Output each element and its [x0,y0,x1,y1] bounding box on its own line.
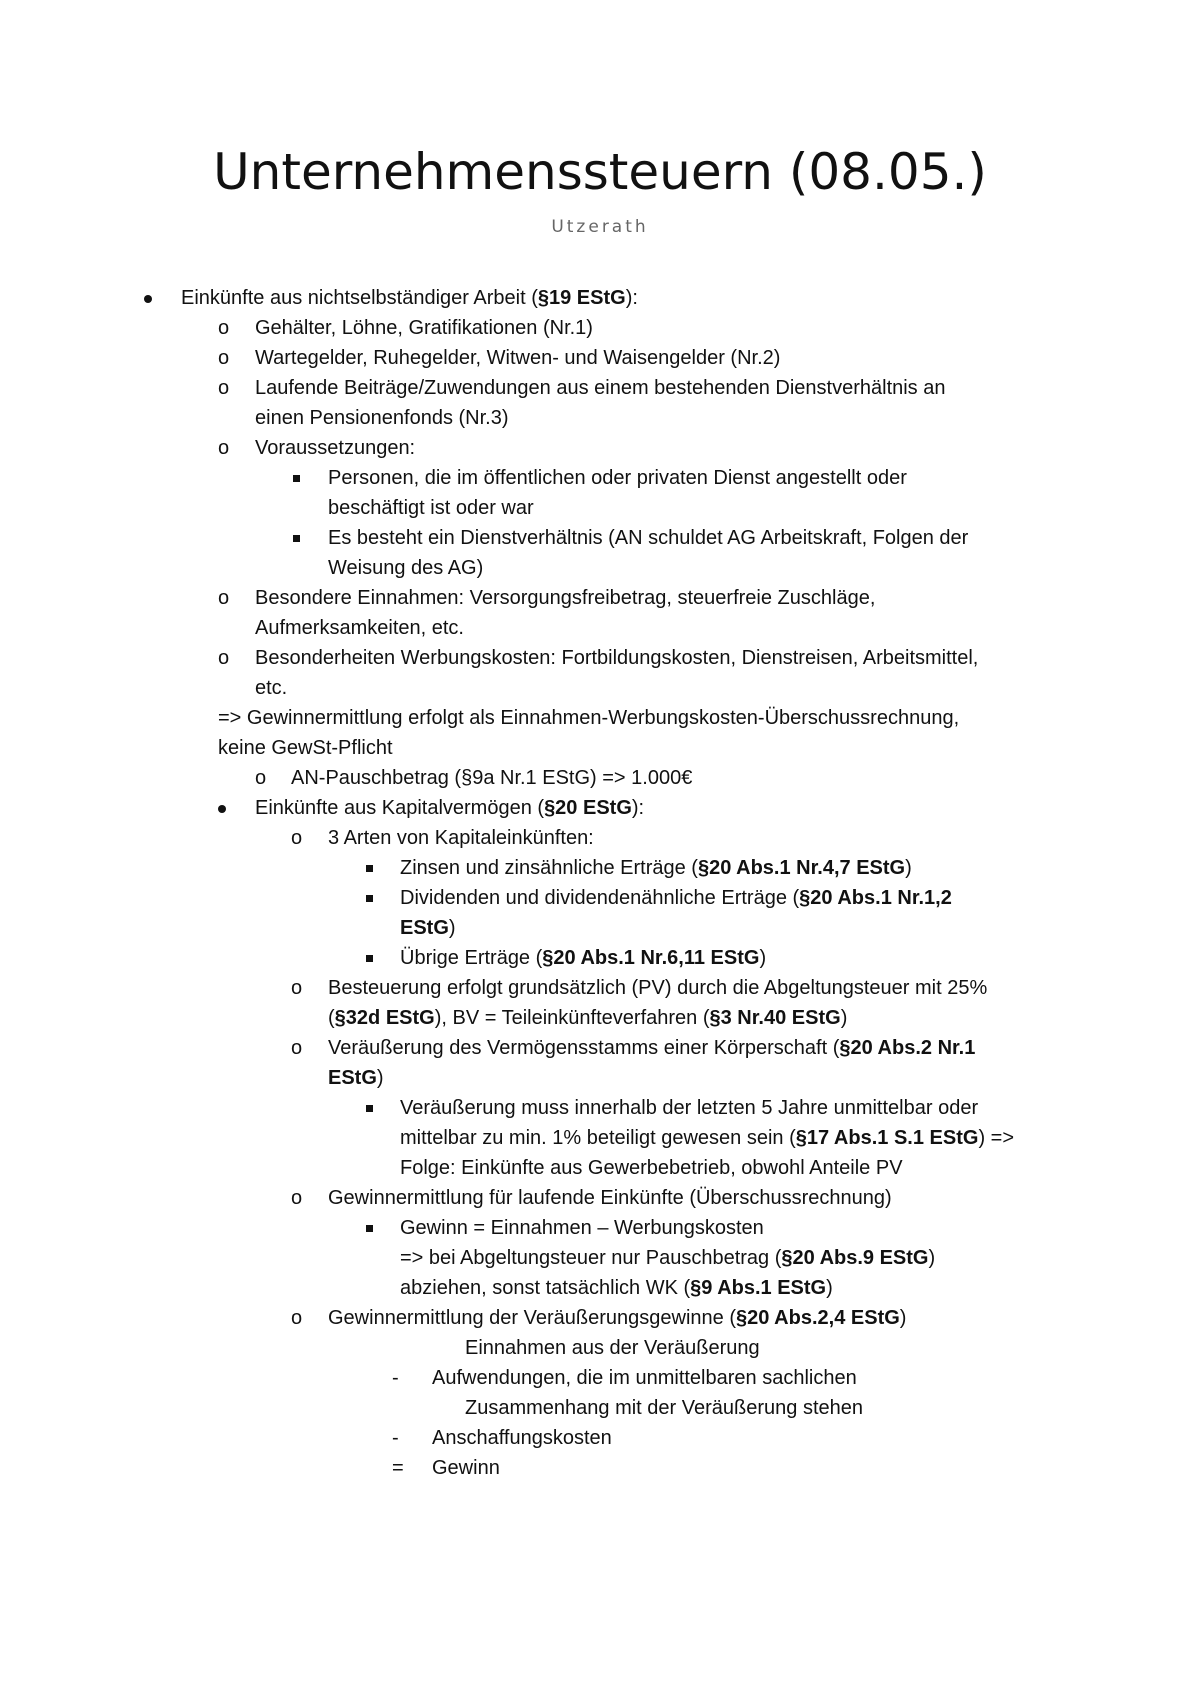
document-body [0,283,1200,1483]
list-item: Dividenden und dividendenähnliche Erträge (§20 Abs.1 Nr.1,2 [400,887,952,909]
bullet-circle-icon: o [291,977,303,999]
list-item: Einkünfte aus nichtselbständiger Arbeit (§19 EStG): [181,287,638,309]
list-item-continuation: abziehen, sonst tatsächlich WK (§9 Abs.1 EStG) [400,1277,833,1299]
list-item: o AN-Pauschbetrag (§9a Nr.1 EStG) => 1.000€ [0,763,1200,793]
document-title: Unternehmenssteuern (08.05.) [213,143,987,201]
bullet-circle-icon: o [291,827,303,849]
document-author: Utzerath [551,217,649,237]
list-item: o Wartegelder, Ruhegelder, Witwen- und Waisengelder (Nr.2) [0,343,1200,373]
list-item-continuation: beschäftigt ist oder war [328,497,534,519]
list-item-continuation: Weisung des AG) [328,557,484,579]
list-item: o Gewinnermittlung für laufende Einkünfte (Überschussrechnung) [0,1183,1200,1213]
list-item: Übrige Erträge (§20 Abs.1 Nr.6,11 EStG) [400,947,767,969]
list-item-continuation: EStG) [328,1067,384,1089]
list-item: o Gehälter, Löhne, Gratifikationen (Nr.1) [0,313,1200,343]
bullet-circle-icon: o [218,437,230,459]
list-item: Veräußerung muss innerhalb der letzten 5 Jahre unmittelbar oder [400,1097,979,1119]
list-item-continuation: EStG) [400,917,456,939]
calc-row: Zusammenhang mit der Veräußerung stehen [465,1397,863,1419]
list-item-continuation: etc. [255,677,288,699]
list-item-continuation: => bei Abgeltungsteuer nur Pauschbetrag (§20 Abs.9 EStG) [400,1247,936,1269]
list-item: o 3 Arten von Kapitaleinkünften: [0,823,1200,853]
list-item-continuation: (§32d EStG), BV = Teileinkünfteverfahren (§3 Nr.40 EStG) [328,1007,848,1029]
paragraph-line: keine GewSt-Pflicht [218,737,393,759]
calc-row: - Anschaffungskosten [0,1423,1200,1453]
list-item: Personen, die im öffentlichen oder privaten Dienst angestellt oder [328,467,907,489]
bullet-circle-icon: o [218,317,230,339]
list-item: o Besonderheiten Werbungskosten: Fortbildungskosten, Dienstreisen, Arbeitsmittel, [0,643,1200,673]
bullet-circle-icon: o [218,377,230,399]
paragraph-line: => Gewinnermittlung erfolgt als Einnahmen-Werbungskosten-Überschussrechnung, [218,707,960,729]
list-item: o Laufende Beiträge/Zuwendungen aus einem bestehenden Dienstverhältnis an [0,373,1200,403]
list-item: Zinsen und zinsähnliche Erträge (§20 Abs.1 Nr.4,7 EStG) [400,857,912,879]
calc-row: - Aufwendungen, die im unmittelbaren sachlichen [0,1363,1200,1393]
bullet-circle-icon: o [291,1037,303,1059]
list-item-continuation: mittelbar zu min. 1% beteiligt gewesen sein (§17 Abs.1 S.1 EStG) => [400,1127,1015,1149]
bullet-circle-icon: o [291,1187,303,1209]
calc-sign: = [392,1457,404,1479]
calc-sign: - [392,1367,399,1389]
list-item: Gewinn = Einnahmen – Werbungskosten [400,1217,764,1239]
bullet-circle-icon: o [218,587,230,609]
list-item: o Besondere Einnahmen: Versorgungsfreibetrag, steuerfreie Zuschläge, [0,583,1200,613]
calc-row: = Gewinn [0,1453,1200,1483]
list-item-continuation: Aufmerksamkeiten, etc. [255,617,464,639]
list-item-continuation: Folge: Einkünfte aus Gewerbebetrieb, obwohl Anteile PV [400,1157,903,1179]
list-item-continuation: einen Pensionenfonds (Nr.3) [255,407,509,429]
bullet-circle-icon: o [218,347,230,369]
list-item: o Voraussetzungen: [0,433,1200,463]
bullet-circle-icon: o [218,647,230,669]
list-item: o Besteuerung erfolgt grundsätzlich (PV) durch die Abgeltungsteuer mit 25% [0,973,1200,1003]
list-item: o Gewinnermittlung der Veräußerungsgewinne (§20 Abs.2,4 EStG) [0,1303,1200,1333]
calc-sign: - [392,1427,399,1449]
list-item: Einkünfte aus Kapitalvermögen (§20 EStG): [255,797,645,819]
bullet-circle-icon: o [291,1307,303,1329]
bullet-circle-icon: o [255,767,267,789]
list-item: Es besteht ein Dienstverhältnis (AN schuldet AG Arbeitskraft, Folgen der [328,527,969,549]
list-item: o Veräußerung des Vermögensstamms einer Körperschaft (§20 Abs.2 Nr.1 [0,1033,1200,1063]
calc-row: Einnahmen aus der Veräußerung [465,1337,760,1359]
